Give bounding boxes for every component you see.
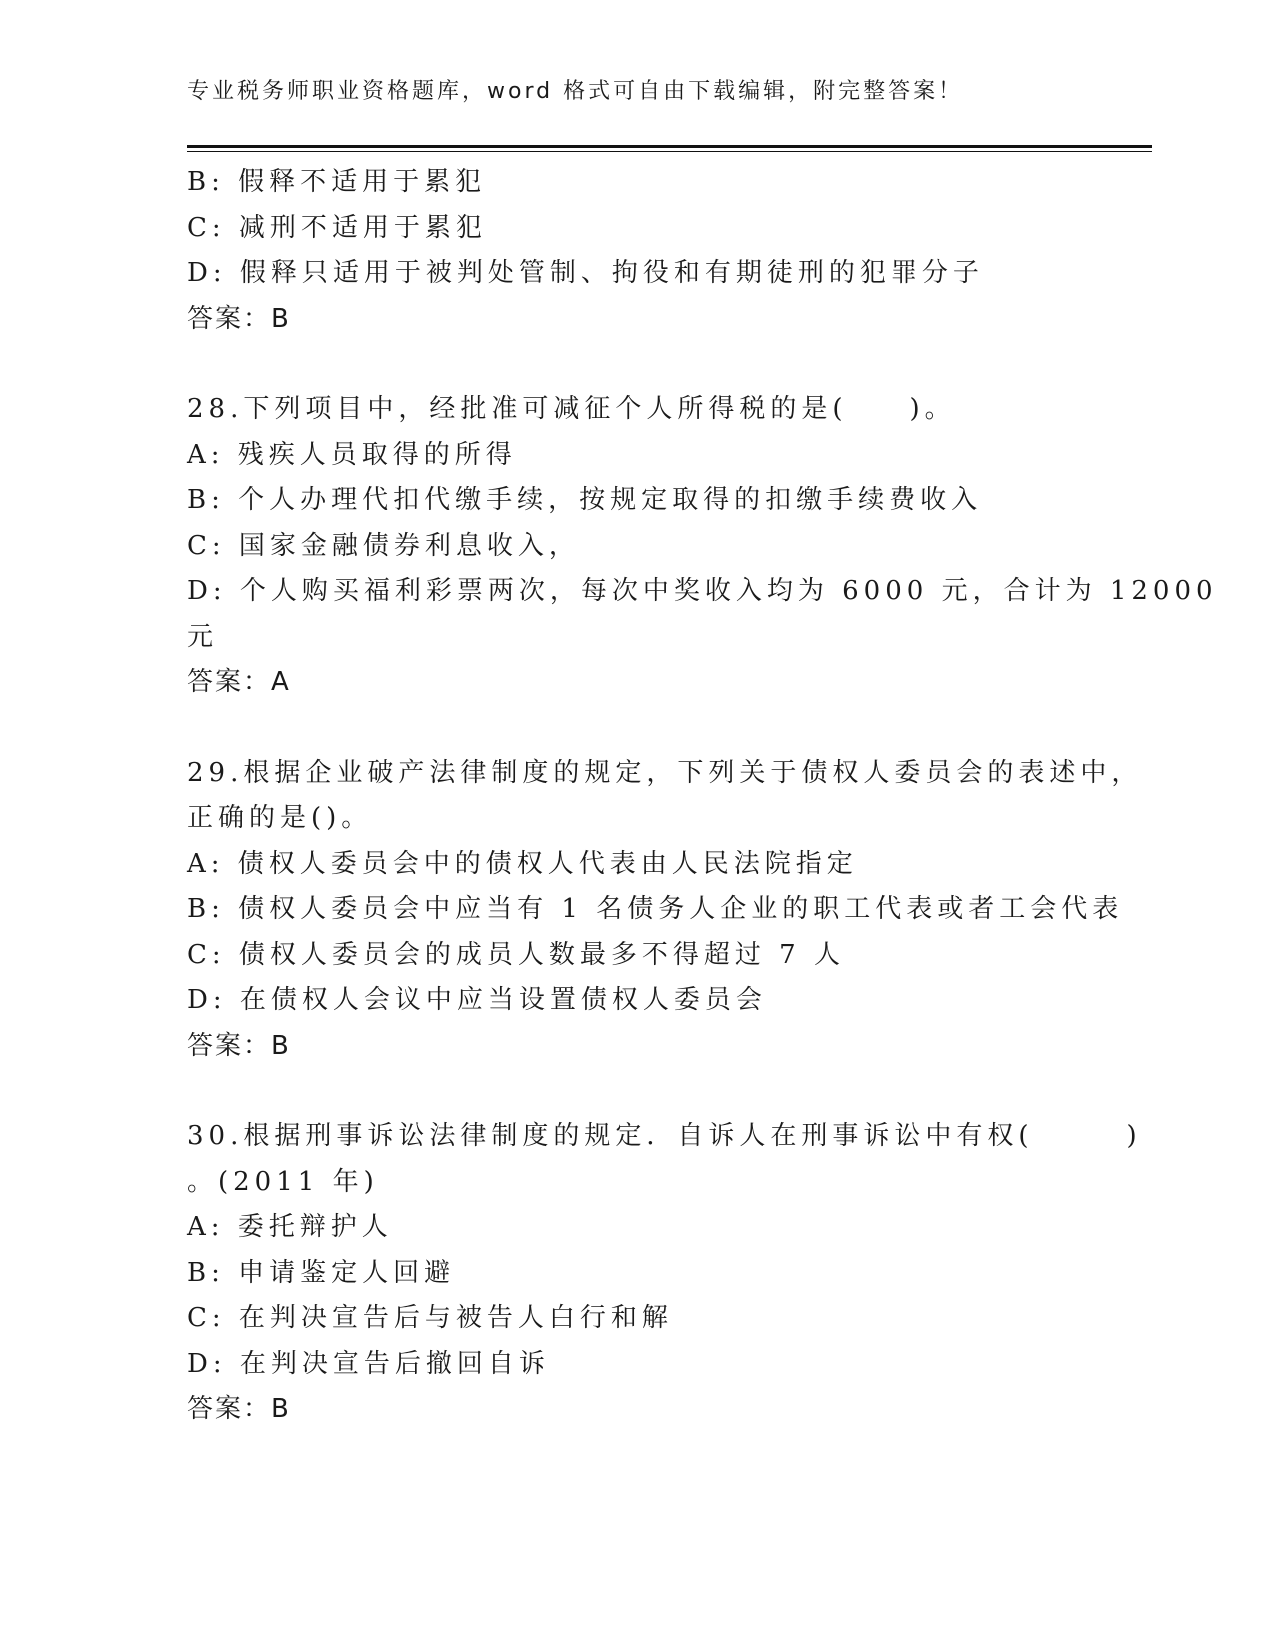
question-line: A: 委托辩护人 [187, 1212, 393, 1242]
question-line: 。(2011 年) [187, 1166, 379, 1197]
question-line: 30.根据刑事诉讼法律制度的规定．自诉人在刑事诉讼中有权( ) [187, 1121, 1142, 1151]
question-line: B: 债权人委员会中应当有 1 名债务人企业的职工代表或者工会代表 [187, 894, 1124, 924]
question-line: A: 残疾人员取得的所得 [187, 439, 517, 470]
question-block [187, 751, 1143, 1070]
question-line: 正确的是()。 [187, 803, 373, 833]
answer-line: 答案：B [187, 1394, 291, 1424]
question-block [187, 387, 1218, 706]
question-line: 29.根据企业破产法律制度的规定，下列关于债权人委员会的表述中， [187, 757, 1143, 788]
block-gap [187, 1069, 1087, 1114]
block-gap [187, 342, 1087, 387]
question-line: D: 假释只适用于被判处管制、拘役和有期徒刑的犯罪分子 [187, 258, 984, 288]
question-line: D: 在判决宣告后撤回自诉 [187, 1348, 550, 1379]
question-line: C: 债权人委员会的成员人数最多不得超过 7 人 [187, 939, 845, 970]
question-line: B: 申请鉴定人回避 [187, 1257, 456, 1288]
question-line: A: 债权人委员会中的债权人代表由人民法院指定 [187, 848, 858, 879]
header-rule-thick [187, 145, 1152, 148]
question-line: D: 在债权人会议中应当设置债权人委员会 [187, 985, 767, 1015]
question-line: 元 [187, 621, 219, 652]
question-line: B: 假释不适用于累犯 [187, 167, 487, 197]
question-line: D: 个人购买福利彩票两次，每次中奖收入均为 6000 元，合计为 12000 [187, 576, 1218, 606]
question-list [187, 160, 1218, 1433]
answer-line: 答案：A [187, 667, 291, 697]
question-line: 28.下列项目中，经批准可减征个人所得税的是( )。 [187, 394, 956, 424]
question-block [187, 160, 1087, 342]
block-gap [187, 706, 1087, 751]
answer-line: 答案：B [187, 1030, 291, 1061]
question-line: C: 减刑不适用于累犯 [187, 212, 487, 243]
answer-line: 答案：B [187, 303, 291, 334]
header-rule-thin [187, 151, 1152, 152]
question-block [187, 1114, 1142, 1433]
page-header: 专业税务师职业资格题库，word 格式可自由下载编辑，附完整答案！ [187, 79, 964, 104]
question-line: C: 国家金融债券利息收入， [187, 530, 580, 561]
question-line: B: 个人办理代扣代缴手续，按规定取得的扣缴手续费收入 [187, 485, 983, 515]
question-line: C: 在判决宣告后与被告人白行和解 [187, 1303, 673, 1333]
